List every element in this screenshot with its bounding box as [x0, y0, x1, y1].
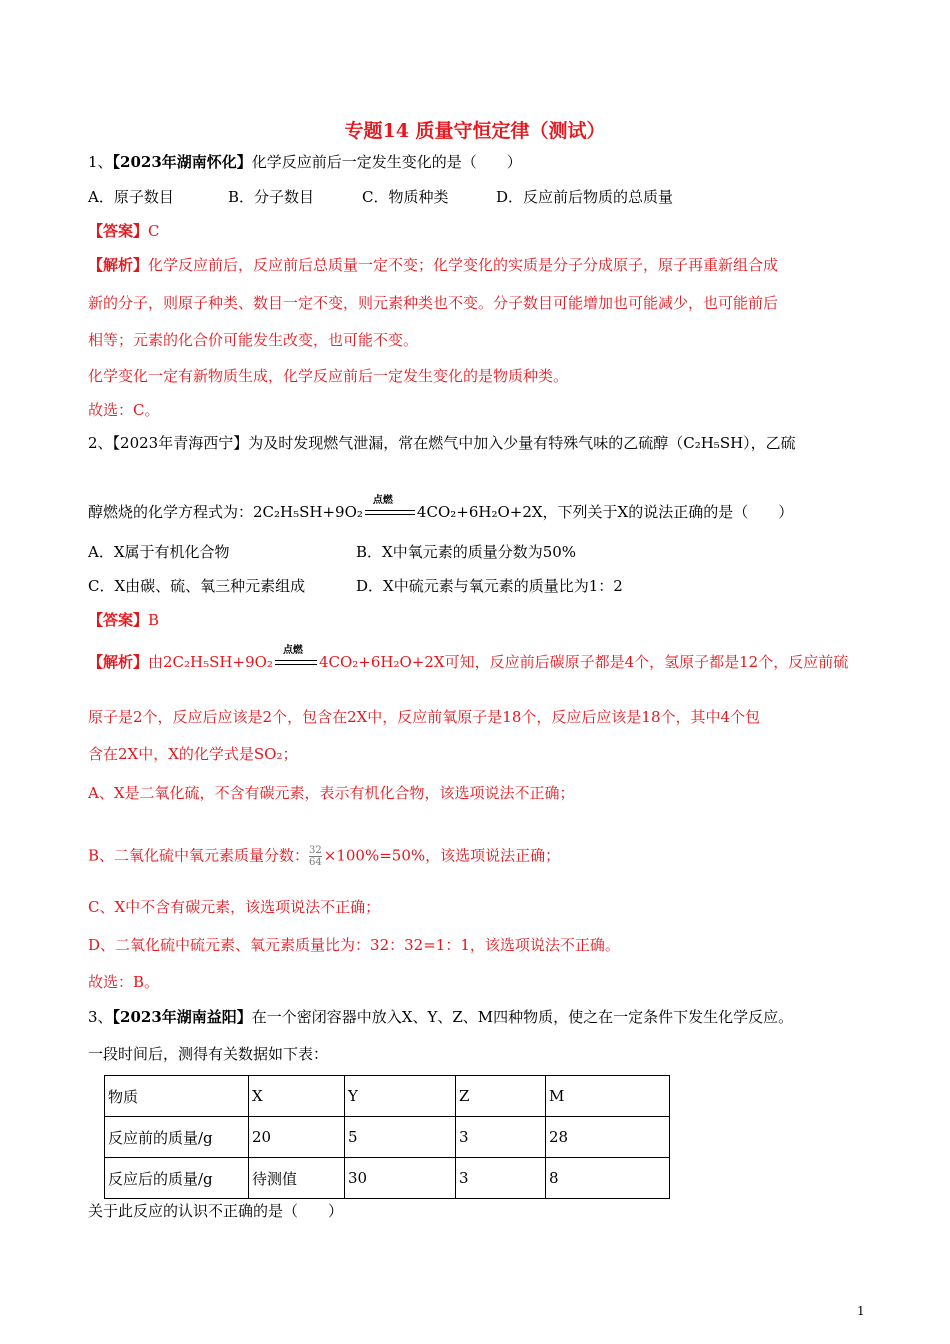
q1-option-b: B．分子数目: [228, 188, 315, 206]
q1-analysis-label: 【解析】: [88, 256, 149, 274]
table-cell: Y: [345, 1076, 456, 1117]
q1-source: 【2023年湖南怀化】: [112, 153, 252, 171]
q2-options-row1: [88, 542, 576, 562]
q3-stem-line2: 一段时间后，测得有关数据如下表：: [88, 1045, 329, 1063]
q1-option-d: D．反应前后物质的总质量: [496, 188, 674, 206]
q2-answer-label: 【答案】: [88, 611, 149, 629]
mass-data-table: [104, 1075, 670, 1199]
q2-option-b: B．X中氧元素的质量分数为50%: [356, 543, 577, 561]
q2-option-c: C．X由碳、硫、氧三种元素组成: [88, 577, 306, 595]
table-cell: M: [546, 1076, 670, 1117]
table-cell: X: [249, 1076, 345, 1117]
q1-conclusion: 故选：C。: [88, 401, 160, 419]
reaction-arrow: [365, 495, 415, 523]
q2-options-row2: [88, 576, 623, 596]
q2-stem-line1: [88, 433, 796, 453]
table-cell: 3: [456, 1117, 546, 1158]
q2-analysis-d: D、二氧化硫中硫元素、氧元素质量比为：32：32=1：1，该选项说法不正确。: [88, 936, 620, 954]
q2-analysis-b-result: ×100%=50%，该选项说法正确；: [323, 846, 561, 865]
analysis-reaction-condition: 点燃: [282, 645, 303, 656]
q2-analysis-a: A、X是二氧化硫，不含有碳元素，表示有机化合物，该选项说法不正确；: [88, 784, 575, 802]
q1-answer: [88, 221, 160, 241]
q2-source: 【2023年青海西宁】: [112, 434, 249, 452]
q3-source: 【2023年湖南益阳】: [112, 1008, 252, 1026]
q2-analysis-b-text: B、二氧化硫中氧元素质量分数：: [88, 846, 310, 865]
q2-stem-line2: [88, 495, 794, 523]
table-row: [105, 1117, 670, 1158]
q1-analysis-text-1: 化学反应前后，反应前后总质量一定不变；化学变化的实质是分子分成原子，原子再重新组合成: [148, 256, 779, 274]
table-cell: 反应后的质量/g: [105, 1158, 249, 1199]
table-cell: 5: [345, 1117, 456, 1158]
q2-analysis-line3: 含在2X中，X的化学式是SO₂；: [88, 745, 298, 763]
q3-stem-text: 在一个密闭容器中放入X、Y、Z、M四种物质，使之在一定条件下发生化学反应。: [251, 1008, 794, 1026]
q2-analysis-line2: 原子是2个，反应后应该是2个，包含在2X中，反应前氧原子是18个，反应后应该是18个，其中4个包: [88, 708, 761, 726]
reaction-condition: 点燃: [372, 495, 393, 506]
table-row: [105, 1076, 670, 1117]
q1-analysis-line2: 新的分子，则原子种类、数目一定不变，则元素种类也不变。分子数目可能增加也可能减少，也可能前后: [88, 294, 779, 312]
q2-option-a: A．X属于有机化合物: [88, 543, 230, 561]
q1-analysis-line4: 化学变化一定有新物质生成，化学反应前后一定发生变化的是物质种类。: [88, 367, 569, 385]
table-cell: Z: [456, 1076, 546, 1117]
analysis-reaction-arrow: [275, 645, 317, 673]
q1-options: [88, 187, 673, 207]
q2-analysis-label: 【解析】: [88, 653, 149, 671]
q2-answer-value: B: [148, 611, 160, 629]
q2-conclusion: 故选：B。: [88, 973, 160, 991]
q1-stem-text: 化学反应前后一定发生变化的是（ ）: [251, 153, 522, 171]
table-cell: 3: [456, 1158, 546, 1199]
table-cell: 28: [546, 1117, 670, 1158]
q2-answer: [88, 610, 159, 630]
table-cell: 物质: [105, 1076, 249, 1117]
q2-option-d: D．X中硫元素与氧元素的质量比为1：2: [356, 577, 623, 595]
fraction-denominator: 64: [309, 857, 322, 868]
q1-option-c: C．物质种类: [362, 188, 449, 206]
q2-analysis-b: [88, 845, 560, 868]
q1-number: 1、: [88, 153, 113, 171]
table-row: [105, 1158, 670, 1199]
table-cell: 8: [546, 1158, 670, 1199]
table-cell: 反应前的质量/g: [105, 1117, 249, 1158]
q2-analysis-c: C、X中不含有碳元素，该选项说法不正确；: [88, 898, 381, 916]
q1-analysis-line1: [88, 255, 778, 275]
fraction-numerator: 32: [309, 845, 322, 856]
q2-analysis-eq-right: 4CO₂+6H₂O+2X可知，反应前后碳原子都是4个，氢原子都是12个，反应前硫: [318, 653, 849, 671]
q1-stem: [88, 152, 522, 172]
q1-answer-label: 【答案】: [88, 222, 149, 240]
page-number: 1: [857, 1304, 865, 1318]
q2-equation-left: 醇燃烧的化学方程式为：2C₂H₅SH+9O₂: [88, 503, 363, 521]
q3-number: 3、: [88, 1008, 113, 1026]
q1-answer-value: C: [148, 222, 160, 240]
q2-stem-text: 为及时发现燃气泄漏，常在燃气中加入少量有特殊气味的乙硫醇（C₂H₅SH），乙硫: [248, 434, 796, 452]
q2-number: 2、: [88, 434, 113, 452]
table-cell: 30: [345, 1158, 456, 1199]
q2-analysis-eq-left: 由2C₂H₅SH+9O₂: [148, 653, 273, 671]
fraction: [309, 845, 322, 868]
q2-equation-right: 4CO₂+6H₂O+2X，下列关于X的说法正确的是（ ）: [416, 503, 794, 521]
q3-question: 关于此反应的认识不正确的是（ ）: [88, 1202, 344, 1220]
table-cell: 待测值: [249, 1158, 345, 1199]
q3-stem-line1: [88, 1007, 793, 1027]
q1-analysis-line3: 相等；元素的化合价可能发生改变，也可能不变。: [88, 331, 419, 349]
q1-option-a: A．原子数目: [88, 188, 174, 206]
q2-analysis-line1: [88, 645, 849, 673]
table-cell: 20: [249, 1117, 345, 1158]
page-title: 专题14 质量守恒定律（测试）: [344, 120, 606, 142]
